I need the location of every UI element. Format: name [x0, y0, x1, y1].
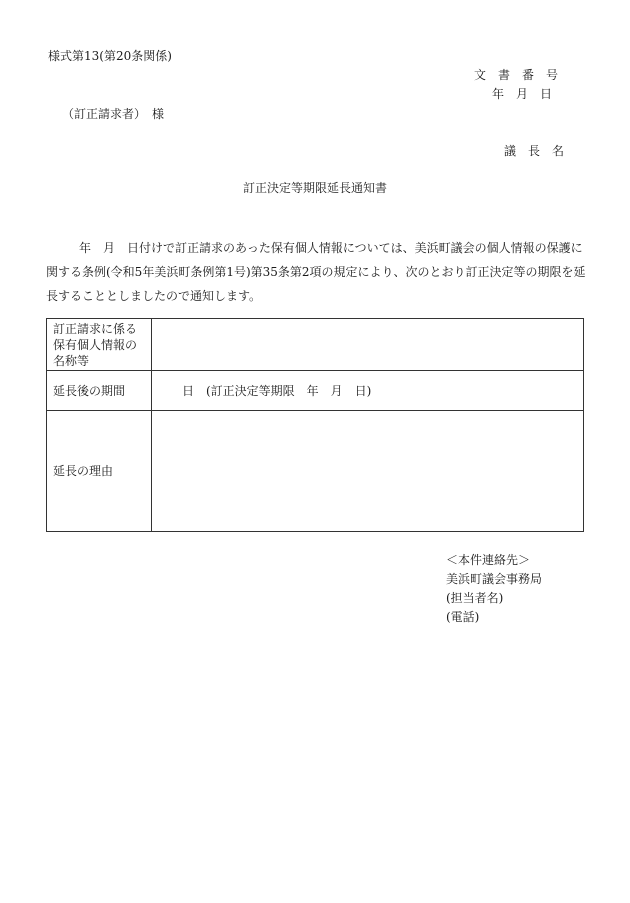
table-row-extended-period: [47, 371, 584, 411]
table-value-extended-period: [152, 371, 584, 411]
body-line-1: 年 月 日付けで訂正請求のあった保有個人情報については、美浜町議会の個人情報の保護に: [79, 241, 583, 255]
document-title: 訂正決定等期限延長通知書: [242, 181, 387, 195]
body-text: [46, 236, 586, 308]
table-label-information-name: 訂正請求に係る保有個人情報の名称等: [47, 319, 152, 371]
info-table: [46, 318, 584, 532]
table-row-information-name: [47, 319, 584, 371]
sender-chairman-name: 議 長 名: [504, 144, 565, 158]
form-number: 様式第13(第20条関係): [48, 49, 172, 63]
body-line-3: することとしましたので通知します。: [58, 289, 262, 303]
table-value-information-name: [152, 319, 584, 371]
contact-block: [446, 551, 542, 627]
contact-phone: (電話): [446, 610, 480, 624]
table-row-reason: [47, 411, 584, 532]
contact-office: 美浜町議会事務局: [446, 572, 543, 586]
table-label-reason: 延長の理由: [47, 411, 152, 532]
body-line-2: 関する条例(令和5年美浜町条例第1号)第35条第2項の規定により、次のとおり訂正決定等の期限を延長: [46, 265, 586, 303]
extended-period-text: 日 (訂正決定等期限 年 月 日): [182, 384, 372, 398]
document-number: 文 書 番 号: [474, 68, 559, 82]
recipient: （訂正請求者） 様: [62, 107, 165, 121]
table-value-reason: [152, 411, 584, 532]
contact-person: (担当者名): [446, 591, 504, 605]
contact-heading: ＜本件連絡先＞: [446, 553, 531, 567]
document-date: 年 月 日: [492, 87, 553, 101]
table-label-extended-period: 延長後の期間: [47, 371, 152, 411]
